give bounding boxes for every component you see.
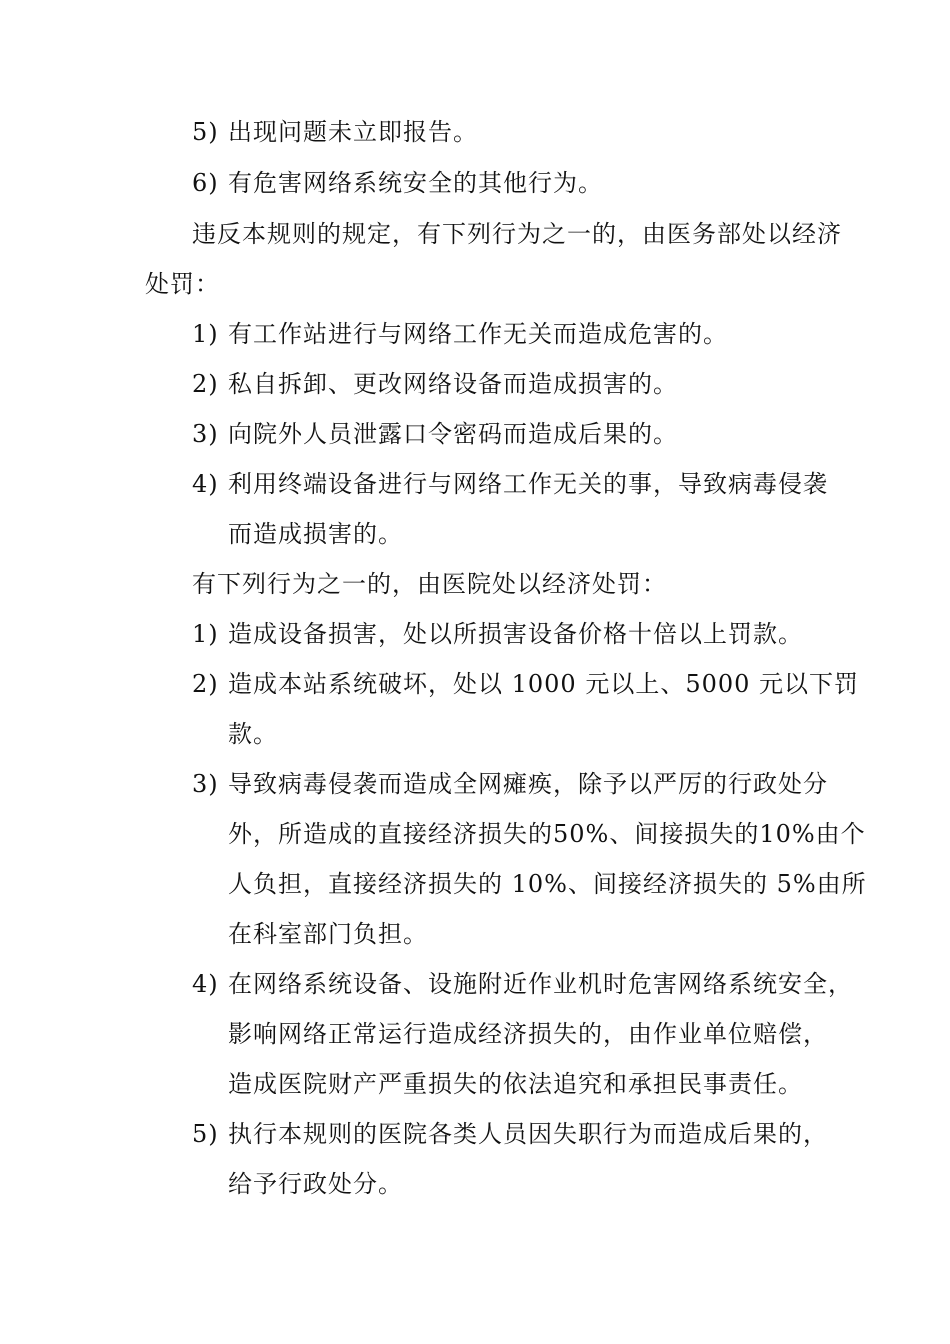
- list-item-continuation: 造成医院财产严重损失的依法追究和承担民事责任。: [228, 1070, 803, 1098]
- list-item-continuation: 影响网络正常运行造成经济损失的，由作业单位赔偿，: [228, 1020, 828, 1048]
- list-item: 4) 在网络系统设备、设施附近作业机时危害网络系统安全，: [192, 970, 853, 998]
- list-item: 3) 导致病毒侵袭而造成全网瘫痪，除予以严厉的行政处分: [192, 770, 828, 798]
- list-item: 6) 有危害网络系统安全的其他行为。: [192, 169, 603, 197]
- list-item: 2) 造成本站系统破坏，处以 1000 元以上、5000 元以下罚: [192, 670, 860, 698]
- list-item-continuation: 给予行政处分。: [228, 1170, 403, 1198]
- list-item-continuation: 在科室部门负担。: [228, 920, 428, 948]
- list-item-continuation: 人负担，直接经济损失的 10%、间接经济损失的 5%由所: [228, 870, 867, 898]
- paragraph: 有下列行为之一的，由医院处以经济处罚：: [192, 570, 667, 598]
- list-item-continuation: 款。: [228, 720, 278, 748]
- list-item: 3) 向院外人员泄露口令密码而造成后果的。: [192, 420, 678, 448]
- list-item: 1) 造成设备损害，处以所损害设备价格十倍以上罚款。: [192, 620, 803, 648]
- paragraph: 违反本规则的规定，有下列行为之一的，由医务部处以经济: [192, 220, 842, 248]
- list-item: 5) 出现问题未立即报告。: [192, 118, 478, 146]
- list-item: 5) 执行本规则的医院各类人员因失职行为而造成后果的，: [192, 1120, 828, 1148]
- list-item: 2) 私自拆卸、更改网络设备而造成损害的。: [192, 370, 678, 398]
- list-item-continuation: 外，所造成的直接经济损失的50%、间接损失的10%由个: [228, 820, 866, 848]
- list-item-continuation: 而造成损害的。: [228, 520, 403, 548]
- paragraph-continuation: 处罚：: [145, 270, 220, 298]
- list-item: 4) 利用终端设备进行与网络工作无关的事，导致病毒侵袭: [192, 470, 828, 498]
- list-item: 1) 有工作站进行与网络工作无关而造成危害的。: [192, 320, 728, 348]
